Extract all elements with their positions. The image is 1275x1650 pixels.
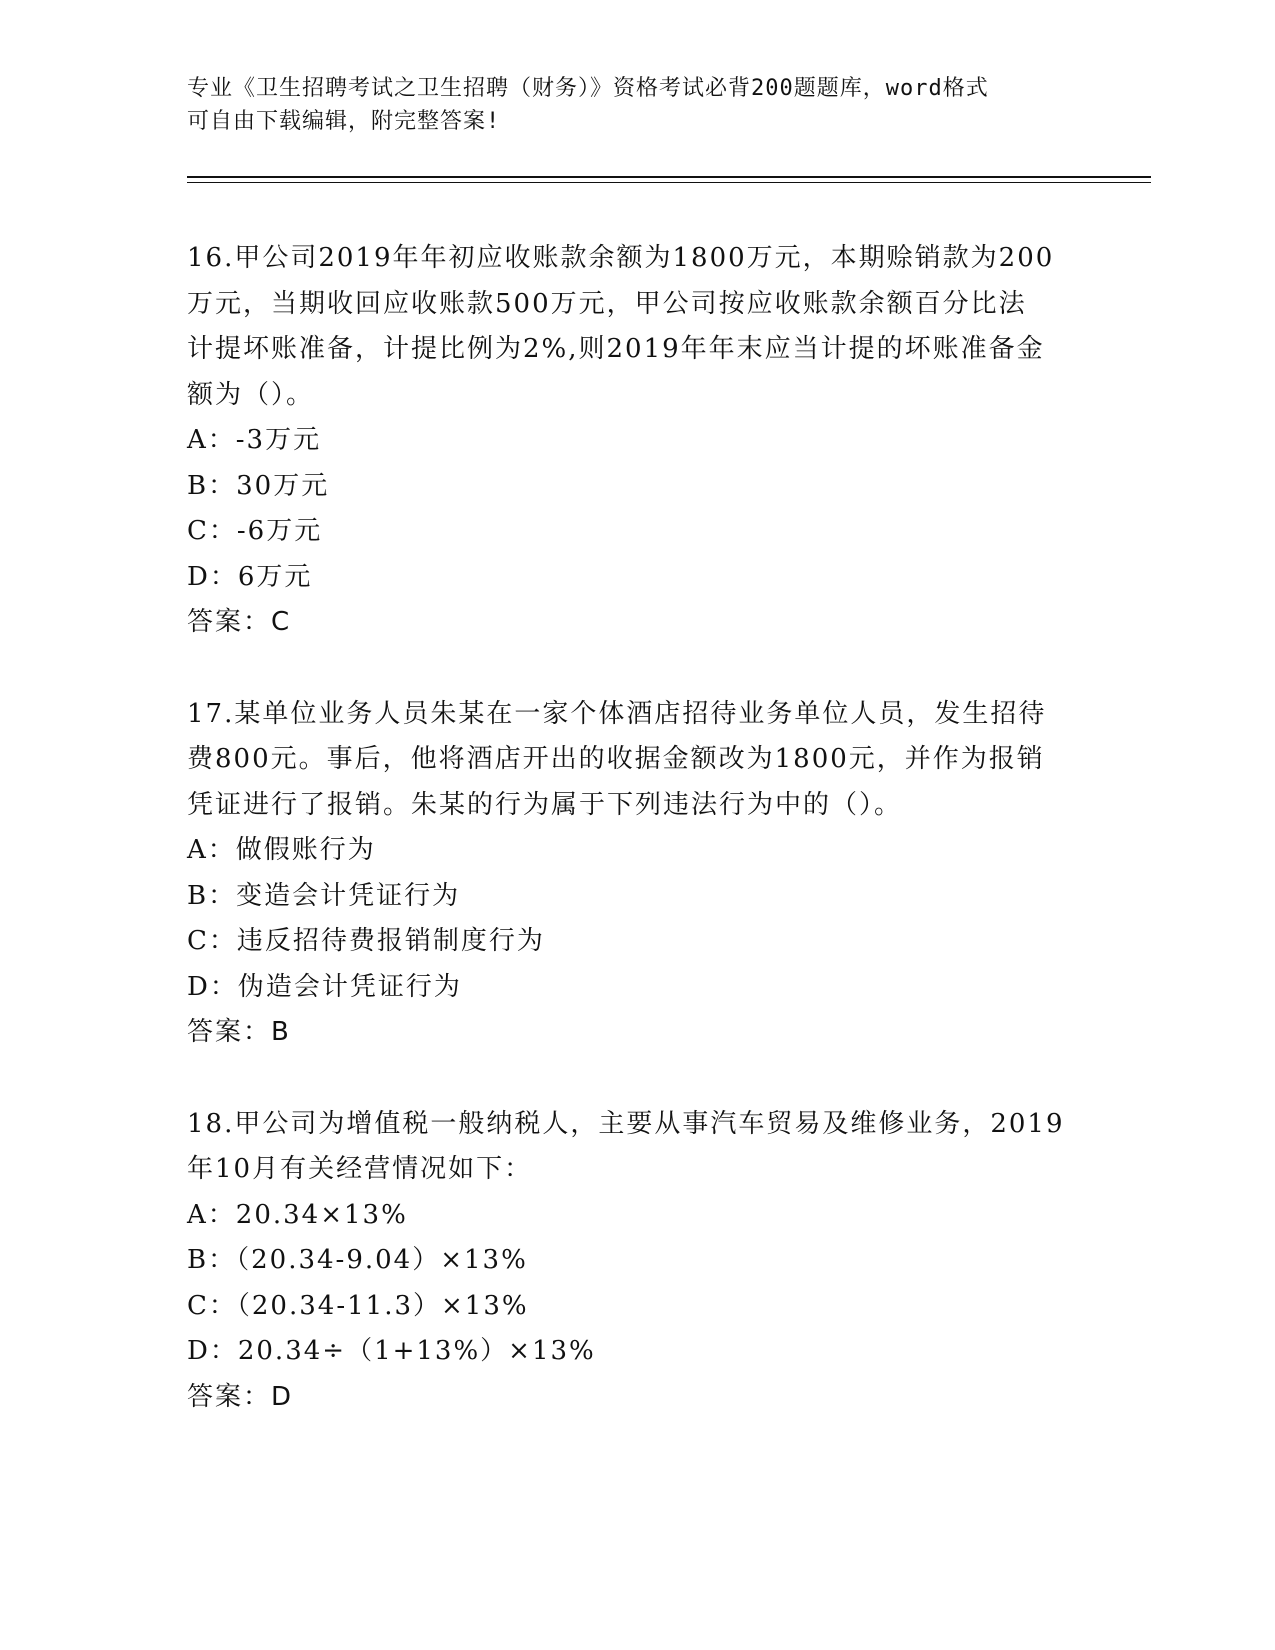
answer-line: 答案：D xyxy=(187,1381,294,1412)
question-text-line: 计提坏账准备，计提比例为2%,则2019年年末应当计提的坏账准备金 xyxy=(187,334,1045,364)
question-list xyxy=(187,236,1087,1466)
option-b: B：（20.34-9.04）×13% xyxy=(187,1245,528,1275)
option-d: D：6万元 xyxy=(187,561,313,592)
option-a: A：-3万元 xyxy=(187,425,322,455)
question-text-line: 凭证进行了报销。朱某的行为属于下列违法行为中的（）。 xyxy=(187,789,903,820)
option-c: C：（20.34-11.3）×13% xyxy=(187,1290,529,1321)
option-d: D：伪造会计凭证行为 xyxy=(187,971,462,1002)
header-line: 可自由下载编辑，附完整答案! xyxy=(187,109,501,134)
option-d: D：20.34÷（1+13%）×13% xyxy=(187,1336,596,1366)
header-divider-thin xyxy=(187,182,1151,183)
answer-line: 答案：B xyxy=(187,1017,291,1047)
question-text-line: 万元，当期收回应收账款500万元，甲公司按应收账款余额百分比法 xyxy=(187,288,1027,319)
document-header xyxy=(187,72,1067,138)
answer-line: 答案：C xyxy=(187,607,292,637)
question-18 xyxy=(187,1102,1087,1421)
header-divider-thick xyxy=(187,176,1151,178)
option-c: C：-6万元 xyxy=(187,516,323,546)
question-16 xyxy=(187,236,1087,646)
question-text-line: 年10月有关经营情况如下： xyxy=(187,1154,533,1184)
question-text-line: 额为（）。 xyxy=(187,379,315,410)
header-line: 专业《卫生招聘考试之卫生招聘（财务）》资格考试必背200题题库，word格式 xyxy=(187,76,989,101)
option-c: C：违反招待费报销制度行为 xyxy=(187,926,545,956)
option-a: A：20.34×13% xyxy=(187,1199,408,1230)
option-a: A：做假账行为 xyxy=(187,835,376,865)
option-b: B：30万元 xyxy=(187,470,330,501)
option-b: B：变造会计凭证行为 xyxy=(187,880,461,911)
question-text-line: 费800元。事后，他将酒店开出的收据金额改为1800元，并作为报销 xyxy=(187,744,1045,774)
question-text-line: 18.甲公司为增值税一般纳税人，主要从事汽车贸易及维修业务，2019 xyxy=(187,1108,1065,1139)
question-17 xyxy=(187,692,1087,1056)
question-text-line: 17.某单位业务人员朱某在一家个体酒店招待业务单位人员，发生招待 xyxy=(187,698,1047,729)
question-text-line: 16.甲公司2019年年初应收账款余额为1800万元，本期赊销款为200 xyxy=(187,243,1055,273)
